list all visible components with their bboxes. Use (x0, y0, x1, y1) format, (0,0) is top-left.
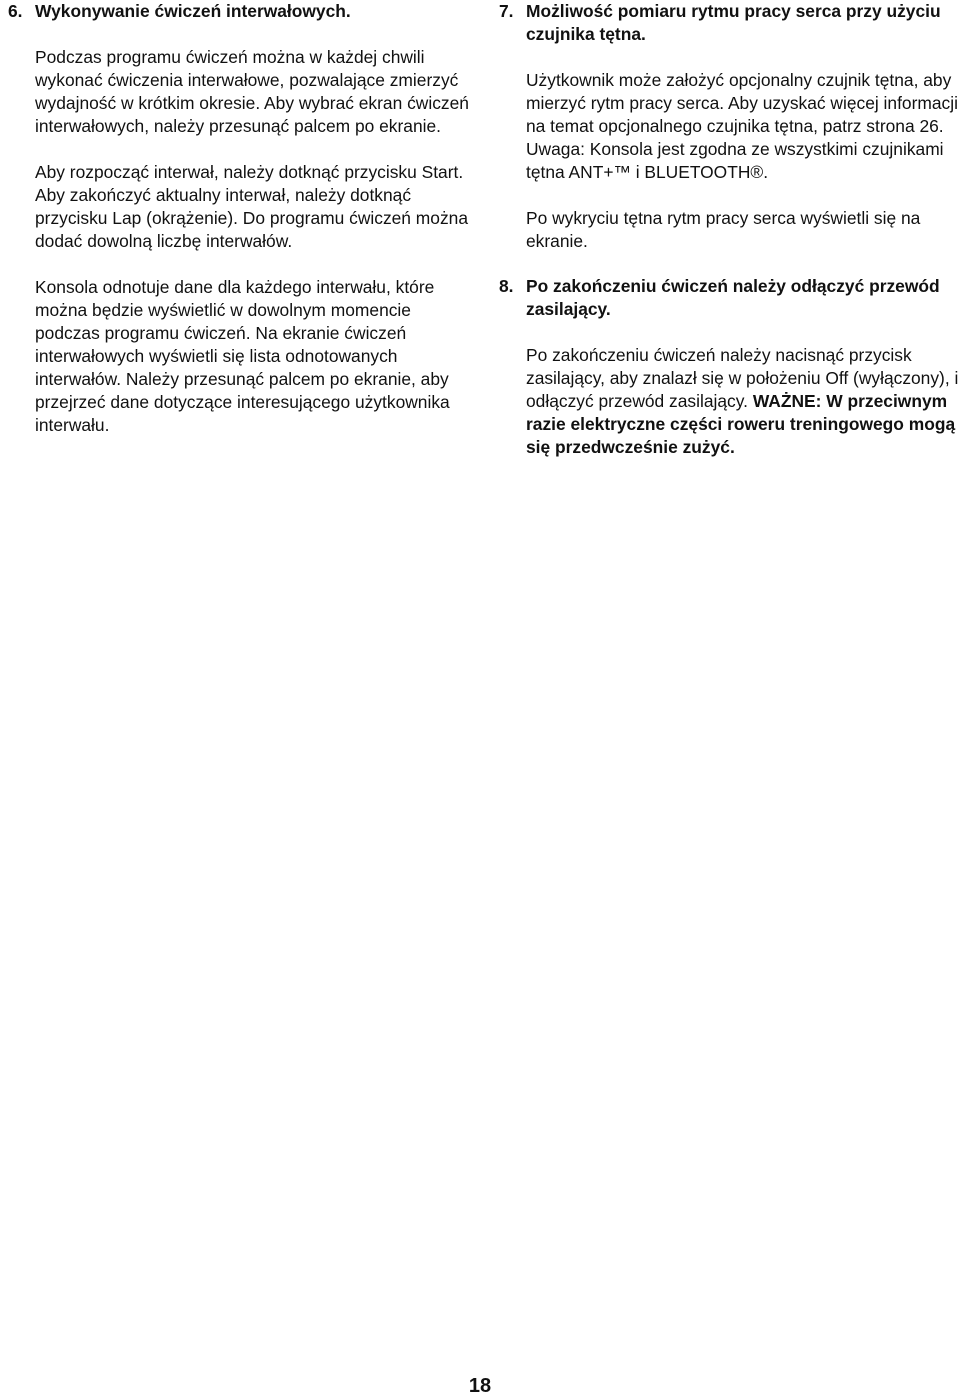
section-6-paragraph-1: Podczas programu ćwiczeń można w każdej chwili wykonać ćwiczenia interwałowe, pozwalające zmierzyć wydajność w krótkim okresie. Aby wybrać ekran ćwiczeń interwałowych, należy przesunąć palcem po ekranie. (35, 47, 469, 136)
section-7-number: 7. (499, 1, 514, 21)
section-6-number: 6. (8, 1, 23, 21)
section-8-body (526, 344, 960, 459)
section-7-body (526, 69, 960, 253)
section-6-body (35, 46, 472, 437)
section-7-paragraph-1: Użytkownik może założyć opcjonalny czujnik tętna, aby mierzyć rytm pracy serca. Aby uzyskać więcej informacji na temat opcjonalnego czujnika tętna, patrz strona 26. Uwaga: Konsola jest zgodna ze wszystkimi czujnikami tętna ANT+™ i BLUETOOTH®. (526, 70, 958, 182)
section-8-number: 8. (499, 276, 514, 296)
section-8 (499, 275, 960, 459)
left-column (8, 0, 472, 437)
section-7-heading (499, 0, 960, 46)
section-7-title: Możliwość pomiaru rytmu pracy serca przy użyciu czujnika tętna. (526, 1, 941, 44)
section-6-heading (8, 0, 472, 23)
section-6-title: Wykonywanie ćwiczeń interwałowych. (35, 1, 351, 21)
section-7-paragraph-2: Po wykryciu tętna rytm pracy serca wyświetli się na ekranie. (526, 208, 921, 251)
section-8-heading (499, 275, 960, 321)
section-7 (499, 0, 960, 253)
section-8-title: Po zakończeniu ćwiczeń należy odłączyć przewód zasilający. (526, 276, 940, 319)
important-label: WAŻNE: (752, 391, 822, 411)
page-number: 18 (468, 1375, 492, 1397)
section-8-paragraph (526, 344, 960, 459)
section-6 (8, 0, 472, 437)
section-6-paragraph-2: Aby rozpocząć interwał, należy dotknąć przycisku Start. Aby zakończyć aktualny interwał, należy dotknąć przycisku Lap (okrążenie). Do programu ćwiczeń można dodać dowolną liczbę interwałów. (35, 162, 469, 251)
right-column (499, 0, 960, 459)
section-8-text: Po zakończeniu ćwiczeń należy nacisnąć przycisk zasilający, aby znalazł się w położeniu Off (wyłączony), i odłączyć przewód zasilający. (526, 345, 959, 411)
section-6-paragraph-3: Konsola odnotuje dane dla każdego interwału, które można będzie wyświetlić w dowolnym momencie podczas programu ćwiczeń. Na ekranie ćwiczeń interwałowych wyświetli się lista odnotowanych interwałów. Należy przesunąć palcem po ekranie, aby przejrzeć dane dotyczące interesującego użytkownika interwału. (35, 277, 450, 435)
important-warning: W przeciwnym razie elektryczne części roweru treningowego mogą się przedwcześnie zużyć. (526, 391, 956, 457)
